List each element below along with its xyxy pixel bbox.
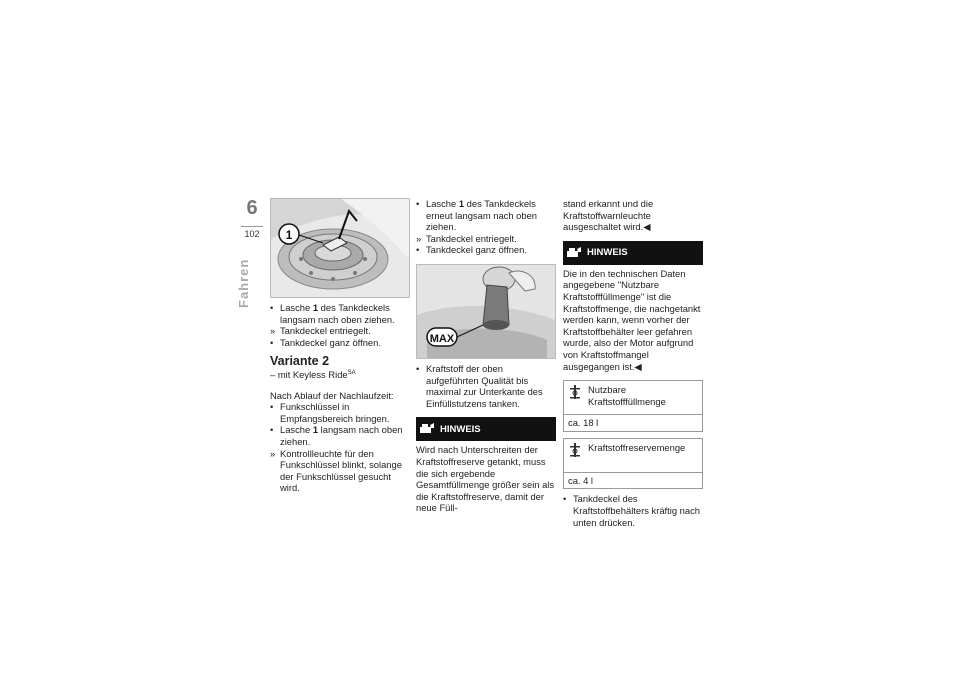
spec-value: ca. 18 l (564, 414, 702, 431)
max-label: MAX (429, 332, 455, 345)
column-2 (416, 198, 556, 514)
chapter-sidebar (241, 198, 263, 239)
wrench-car-icon (563, 241, 585, 265)
list-item: • Lasche 1 des Tankdeckels langsam nach oben ziehen. (270, 302, 410, 325)
chapter-title: Fahren (236, 258, 251, 308)
fuel-cap-closed-figure (270, 198, 410, 298)
notice-label: HINWEIS (440, 423, 481, 435)
spec-reserve (563, 438, 703, 490)
notice-bar (416, 417, 556, 441)
continued-text: stand erkannt und die Kraftstoffwarnleuchte ausgeschaltet wird.◀ (563, 198, 654, 233)
list-item: • Tankdeckel ganz öffnen. (416, 244, 556, 256)
list-item: » Tankdeckel entriegelt. (270, 325, 410, 337)
spec-label: Nutzbare Kraftstofffüllmenge (588, 384, 666, 407)
filler-neck-illustration (417, 265, 555, 358)
steps-open-variant1 (270, 302, 410, 348)
list-item: » Tankdeckel entriegelt. (416, 233, 556, 245)
section-heading: Variante 2 (270, 354, 330, 369)
notice-bar (563, 241, 703, 265)
fuel-gauge-icon (568, 384, 586, 412)
list-item: • Funkschlüssel in Empfangsbereich bringen. (270, 401, 410, 424)
list-item: » Kontrollleuchte für den Funkschlüssel blinkt, solange der Funkschlüssel gesucht wird. (270, 448, 410, 494)
spec-label: Kraftstoffreservemenge (588, 441, 686, 453)
steps-open-repeat (416, 198, 556, 256)
wrench-car-icon (416, 417, 438, 441)
list-item: • Tankdeckel ganz öffnen. (270, 337, 410, 349)
list-item: • Tankdeckel des Kraftstoffbehälters kräftig nach unten drücken. (563, 493, 703, 528)
paragraph: Nach Ablauf der Nachlaufzeit: (270, 389, 394, 401)
column-3 (563, 198, 703, 528)
steps-close (563, 493, 703, 528)
notice-text: Die in den technischen Daten angegebene "Nutzbare Kraftstofffüllmenge" ist die Kraftstoffmenge, die nachgetankt werden kann, wenn vorher der Kraftstoffbehälter leer gefahren wurde, also der Motor aufgrund von Kraftstoffmangel ausgegangen ist.◀ (563, 267, 701, 372)
page-number: 102 (241, 226, 263, 239)
steps-refuel (416, 363, 556, 409)
spec-value: ca. 4 l (564, 472, 702, 489)
chapter-number: 6 (246, 197, 258, 219)
filler-neck-figure (416, 264, 556, 359)
list-item: • Lasche 1 des Tankdeckels erneut langsam nach oben ziehen. (416, 198, 556, 233)
fuel-gauge-icon (568, 442, 586, 470)
figure-callout: 1 (285, 228, 293, 242)
variant-condition: – mit Keyless Ride$^{SA}$ (270, 369, 356, 381)
spec-usable-capacity (563, 380, 703, 432)
notice-label: HINWEIS (587, 246, 628, 258)
steps-open-variant2 (270, 401, 410, 494)
fuel-cap-illustration (271, 199, 409, 297)
list-item: • Lasche 1 langsam nach oben ziehen. (270, 424, 410, 447)
notice-text: Wird nach Unterschreiten der Kraftstoffreserve getankt, muss die sich ergebende Gesamtfüllmenge größer sein als die Kraftstoffreserve, damit der neue Füll- (416, 444, 555, 514)
column-1 (270, 198, 410, 494)
list-item: • Kraftstoff der oben aufgeführten Qualität bis maximal zur Unterkante des Einfüllstutzens tanken. (416, 363, 556, 409)
